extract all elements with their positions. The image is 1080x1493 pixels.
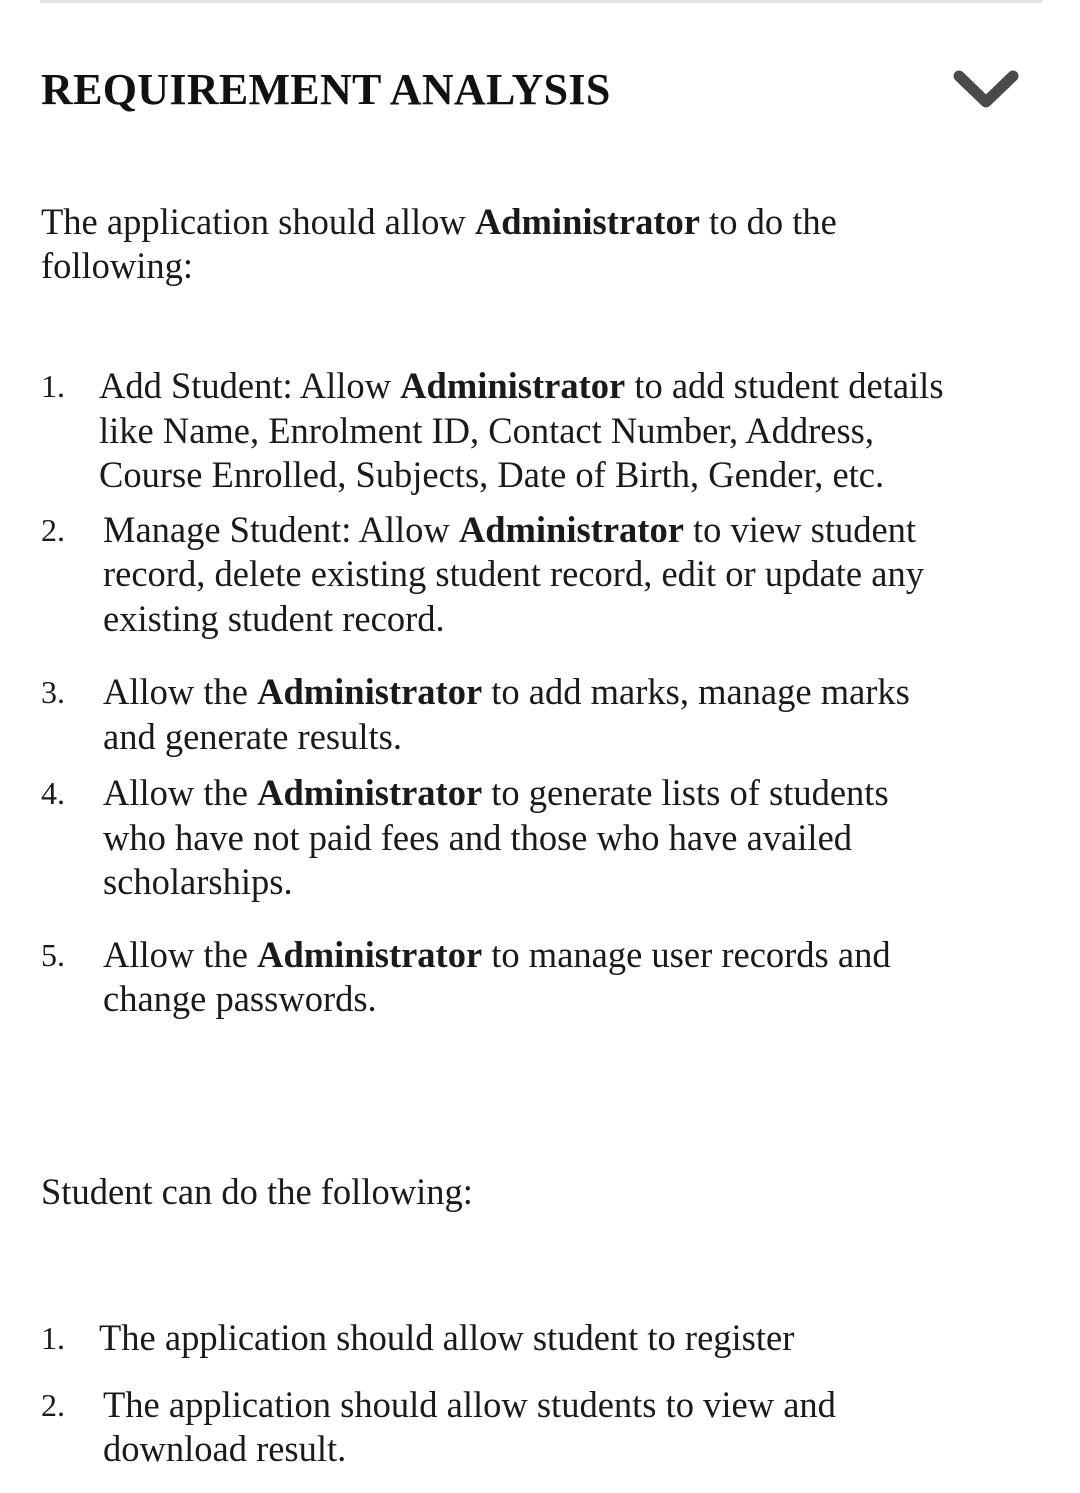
list-item-before: Allow the xyxy=(103,671,258,712)
list-item xyxy=(41,1316,951,1361)
student-intro: Student can do the following: xyxy=(41,1171,473,1212)
list-item-role: Administrator xyxy=(257,772,483,813)
section-title: REQUIREMENT ANALYSIS xyxy=(41,65,611,114)
list-item-number: 3. xyxy=(41,674,65,710)
list-item xyxy=(41,771,951,905)
list-item-after: to add student details like Name, Enrolment ID, Contact Number, Address, Course Enrolled, Subjects, Date of Birth, Gender, etc. xyxy=(99,365,944,495)
list-item-number: 5. xyxy=(41,936,65,973)
list-item-before: Allow the xyxy=(103,772,258,813)
admin-intro-role: Administrator xyxy=(474,201,700,242)
admin-intro xyxy=(41,200,971,288)
list-item-after: to generate lists of students who have not paid fees and those who have availed scholarships. xyxy=(103,772,889,902)
list-item-number: 4. xyxy=(41,775,65,811)
list-item-role: Administrator xyxy=(257,671,483,712)
list-item-before: Add Student: Allow xyxy=(99,365,401,406)
top-divider xyxy=(40,0,1042,3)
list-item-number: 2. xyxy=(41,1386,65,1423)
list-item-number: 1. xyxy=(41,368,65,404)
admin-intro-after: to do the following: xyxy=(41,201,837,286)
list-item-before: Manage Student: Allow xyxy=(103,508,459,550)
list-item xyxy=(41,508,951,642)
list-item-role: Administrator xyxy=(400,365,626,406)
list-item-number: 2. xyxy=(41,511,65,548)
list-item xyxy=(41,1383,951,1472)
admin-list xyxy=(41,364,951,1022)
list-item-text: The application should allow student to register xyxy=(99,1317,795,1358)
list-item xyxy=(41,670,951,759)
list-item-after: to view student record, delete existing student record, edit or update any existing student record. xyxy=(103,508,924,639)
list-item xyxy=(41,933,951,1022)
list-item xyxy=(41,364,951,498)
chevron-down-icon[interactable] xyxy=(951,68,1021,112)
student-list xyxy=(41,1316,951,1472)
list-item-role: Administrator xyxy=(458,508,684,550)
list-item-before: Allow the xyxy=(103,933,258,975)
list-item-text: The application should allow students to view and download result. xyxy=(103,1383,836,1469)
admin-intro-before: The application should allow xyxy=(41,201,475,242)
section-header[interactable] xyxy=(41,62,1041,122)
list-item-number: 1. xyxy=(41,1320,65,1356)
list-item-after: to manage user records and change passwords. xyxy=(103,933,891,1019)
list-item-role: Administrator xyxy=(257,933,483,975)
list-item-after: to add marks, manage marks and generate results. xyxy=(103,671,910,757)
